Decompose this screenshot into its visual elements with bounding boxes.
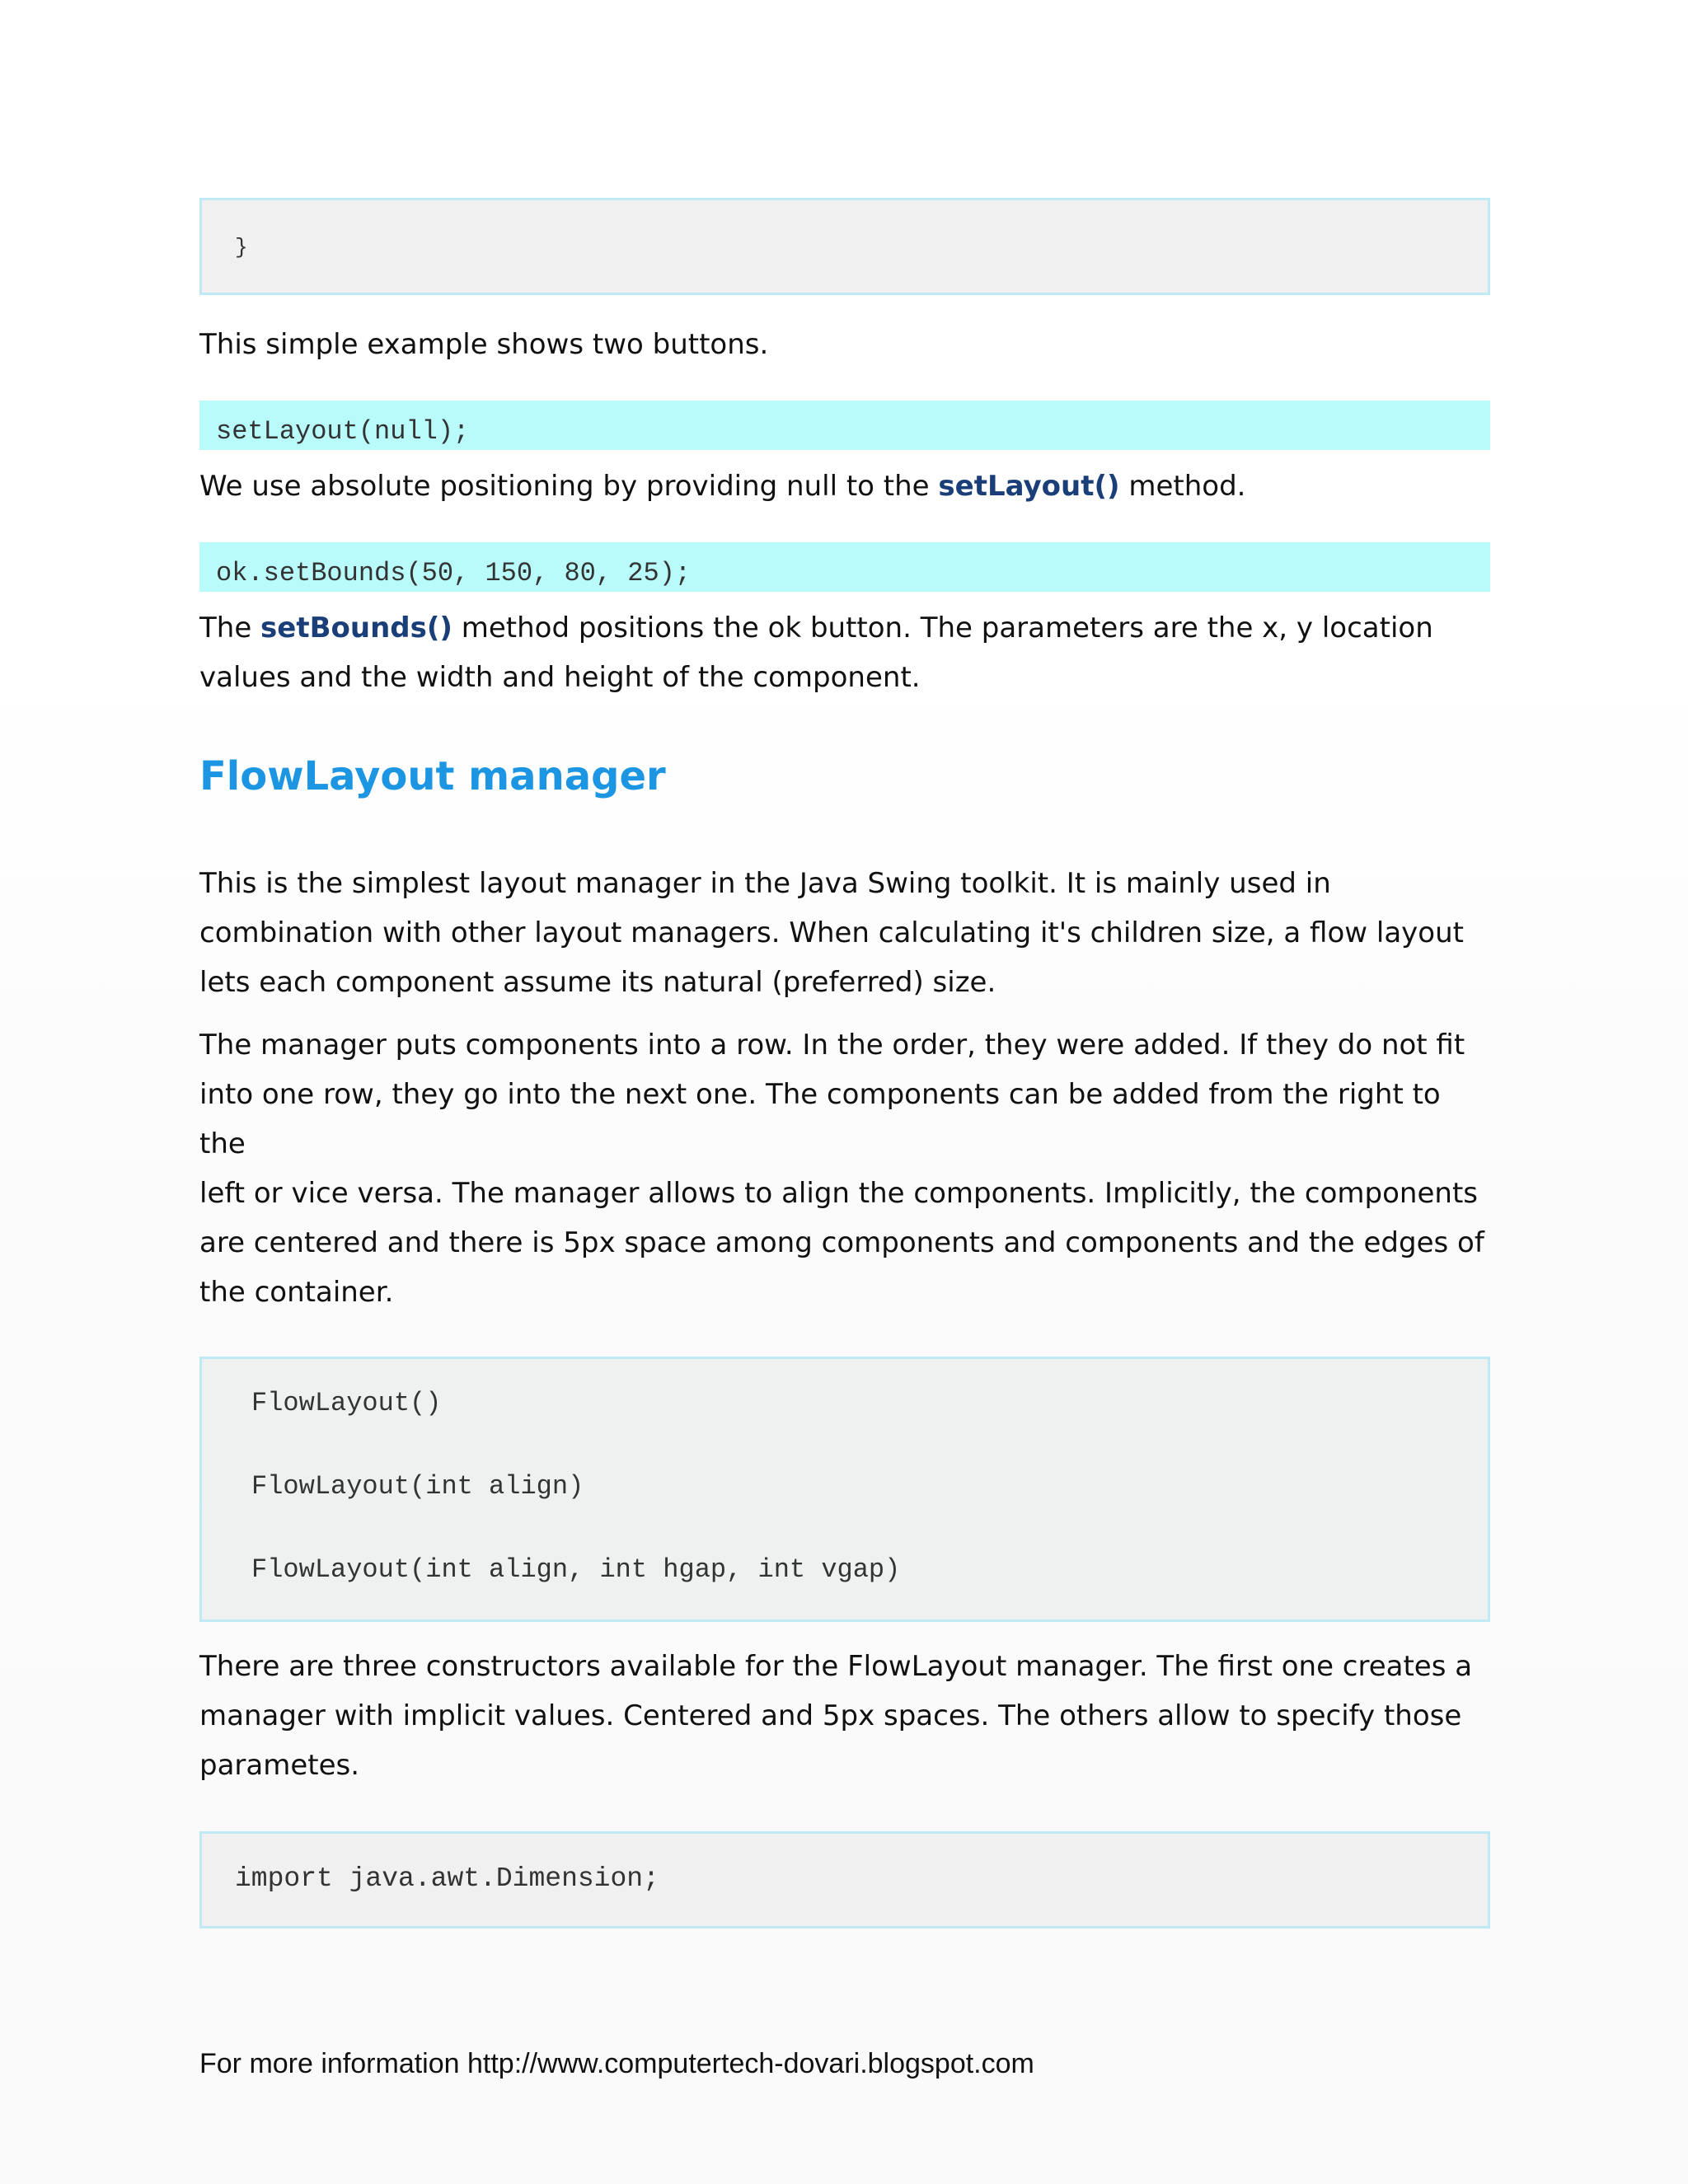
paragraph-flowlayout-intro [199, 859, 1490, 1007]
code-block-import [199, 1831, 1490, 1929]
keyword-setlayout: setLayout() [938, 470, 1120, 503]
code-block-closing-brace [199, 198, 1490, 295]
code-line: ok.setBounds(50, 150, 80, 25); [216, 558, 692, 588]
code-line: setLayout(null); [216, 416, 470, 447]
text-line: lets each component assume its natural (preferred) size. [199, 966, 996, 999]
text-line: The manager puts components into a row. In the order, they were added. If they do not fit [199, 1029, 1465, 1062]
text-line: This is the simplest layout manager in the Java Swing toolkit. It is mainly used in [199, 867, 1331, 900]
text-line: parametes. [199, 1749, 360, 1782]
text-line: left or vice versa. The manager allows to align the components. Implicitly, the components [199, 1177, 1478, 1210]
paragraph-constructors [199, 1642, 1490, 1790]
text-line: into one row, they go into the next one. The components can be added from the right to the [199, 1078, 1441, 1160]
section-heading: FlowLayout manager [199, 753, 666, 799]
code-line: FlowLayout(int align, int hgap, int vgap) [251, 1554, 901, 1585]
paragraph-flowlayout-behavior [199, 1020, 1490, 1317]
page-content [199, 198, 1490, 1929]
code-line: import java.awt.Dimension; [235, 1863, 659, 1894]
footer-note: For more information http://www.computertech-dovari.blogspot.com [199, 2048, 1034, 2079]
text-run: method positions the ok button. The parameters are the x, y location [452, 612, 1433, 644]
text-line: the container. [199, 1276, 394, 1309]
code-line: FlowLayout(int align) [251, 1471, 584, 1502]
text-run: We use absolute positioning by providing null to the [199, 470, 939, 503]
text-run: values and the width and height of the component. [199, 661, 921, 694]
intro-paragraph: This simple example shows two buttons. [199, 328, 769, 361]
keyword-setbounds: setBounds() [260, 612, 452, 644]
text-line: are centered and there is 5px space among components and components and the edges of [199, 1226, 1484, 1259]
code-snippet-setlayout [199, 401, 1490, 450]
text-line: There are three constructors available for the FlowLayout manager. The first one creates a [199, 1650, 1473, 1683]
text-line: manager with implicit values. Centered and 5px spaces. The others allow to specify those [199, 1699, 1462, 1732]
text-line: combination with other layout managers. When calculating it's children size, a flow layout [199, 916, 1464, 949]
code-line: FlowLayout() [251, 1388, 442, 1418]
code-snippet-setbounds [199, 542, 1490, 592]
paragraph-setbounds [199, 603, 1490, 702]
text-run: method. [1119, 470, 1246, 503]
code-block-constructors [199, 1357, 1490, 1622]
text-run: The [199, 612, 261, 644]
paragraph-absolute-positioning [199, 462, 1490, 511]
code-line: } [235, 235, 248, 260]
